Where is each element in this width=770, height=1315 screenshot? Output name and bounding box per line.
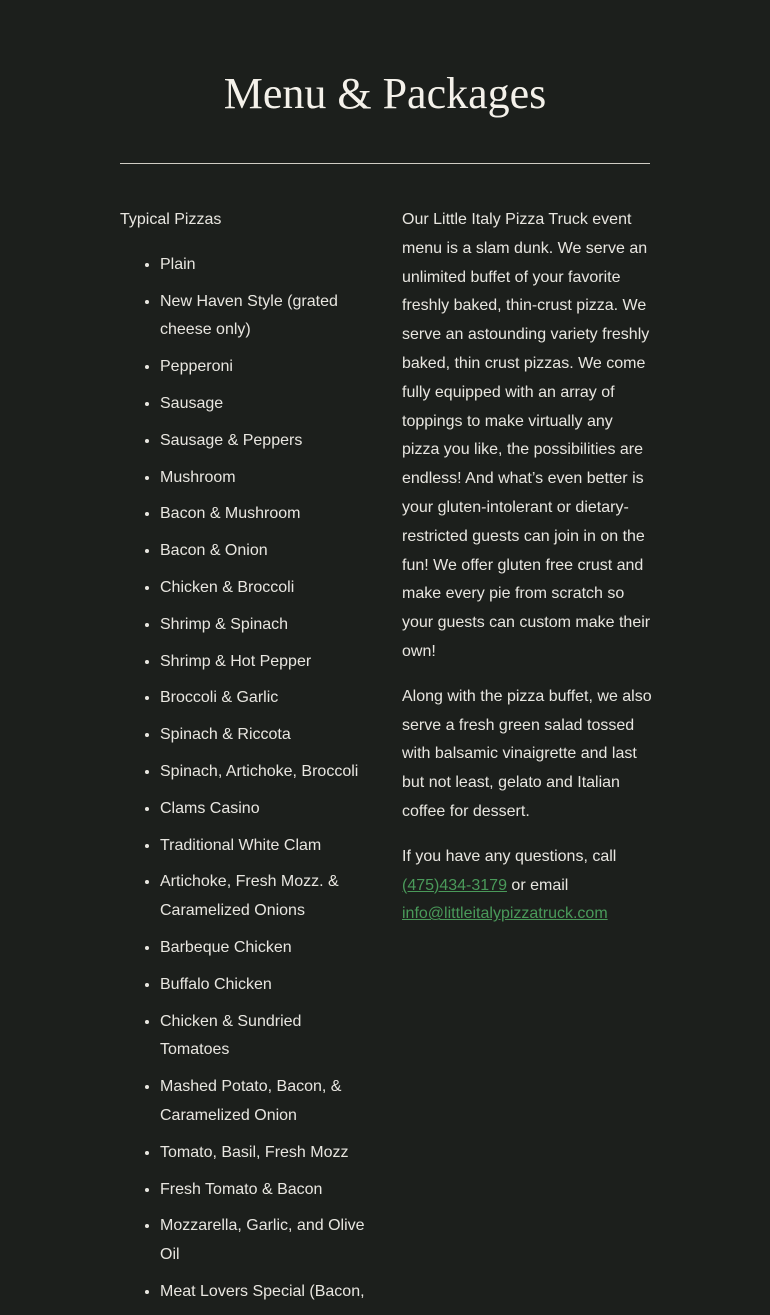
pizza-list-item: • Plain [160, 251, 372, 280]
pizza-list [120, 251, 372, 1307]
description-column [402, 206, 652, 945]
title-divider [120, 163, 650, 164]
pizza-list-item: • Bacon & Onion [160, 537, 372, 566]
pizza-list-item: • Mushroom [160, 464, 372, 493]
pizza-list-item: • Sausage & Peppers [160, 427, 372, 456]
intro-paragraph: Our Little Italy Pizza Truck event menu is a slam dunk. We serve an unlimited buffet of your favorite freshly baked, thin-crust pizza. We serve an astounding variety freshly baked, thin crust pizzas. We come fully equipped with an array of toppings to make virtually any pizza you like, the possibilities are endless! And what’s even better is your gluten-intolerant or dietary-restricted guests can join in on the fun! We offer gluten free crust and make every pie from scratch so your guests can custom make their own! [402, 211, 651, 660]
pizza-list-item: • Shrimp & Spinach [160, 611, 372, 640]
pizza-list-item: • Mozzarella, Garlic, and Olive Oil [160, 1212, 372, 1270]
menu-column [120, 206, 372, 1315]
contact-paragraph [402, 843, 652, 929]
contact-middle: or email [511, 876, 569, 894]
pizza-list-item: • Buffalo Chicken [160, 971, 372, 1000]
pizza-list-item: • Fresh Tomato & Bacon [160, 1176, 372, 1205]
pizza-list-item: • Shrimp & Hot Pepper [160, 648, 372, 677]
email-link[interactable]: info@littleitalypizzatruck.com [402, 905, 608, 923]
extras-paragraph: Along with the pizza buffet, we also serve a fresh green salad tossed with balsamic vinaigrette and last but not least, gelato and Italian coffee for dessert. [402, 687, 652, 820]
pizza-list-item: • Chicken & Broccoli [160, 574, 372, 603]
pizza-list-item: • Sausage [160, 390, 372, 419]
pizza-list-item: • Chicken & Sundried Tomatoes [160, 1008, 372, 1066]
contact-prefix: If you have any questions, call [402, 847, 617, 865]
pizza-list-item: • Spinach & Riccota [160, 721, 372, 750]
pizza-list-item: • Barbeque Chicken [160, 934, 372, 963]
pizza-list-item: • Clams Casino [160, 795, 372, 824]
pizza-list-item: • Broccoli & Garlic [160, 684, 372, 713]
pizza-list-item: • Artichoke, Fresh Mozz. & Caramelized Onions [160, 868, 372, 926]
pizza-list-item: • Traditional White Clam [160, 832, 372, 861]
pizza-list-item: • Pepperoni [160, 353, 372, 382]
pizza-list-item: • Meat Lovers Special (Bacon, [160, 1278, 372, 1307]
pizza-list-item: • Tomato, Basil, Fresh Mozz [160, 1139, 372, 1168]
pizza-list-item: • Spinach, Artichoke, Broccoli [160, 758, 372, 787]
pizza-list-item: • Bacon & Mushroom [160, 500, 372, 529]
menu-heading: Typical Pizzas [120, 211, 222, 228]
phone-link[interactable]: (475)434-3179 [402, 876, 507, 894]
page-title: Menu & Packages [223, 69, 547, 118]
pizza-list-item: • Mashed Potato, Bacon, & Caramelized Onion [160, 1073, 372, 1131]
pizza-list-item: • New Haven Style (grated cheese only) [160, 288, 372, 346]
